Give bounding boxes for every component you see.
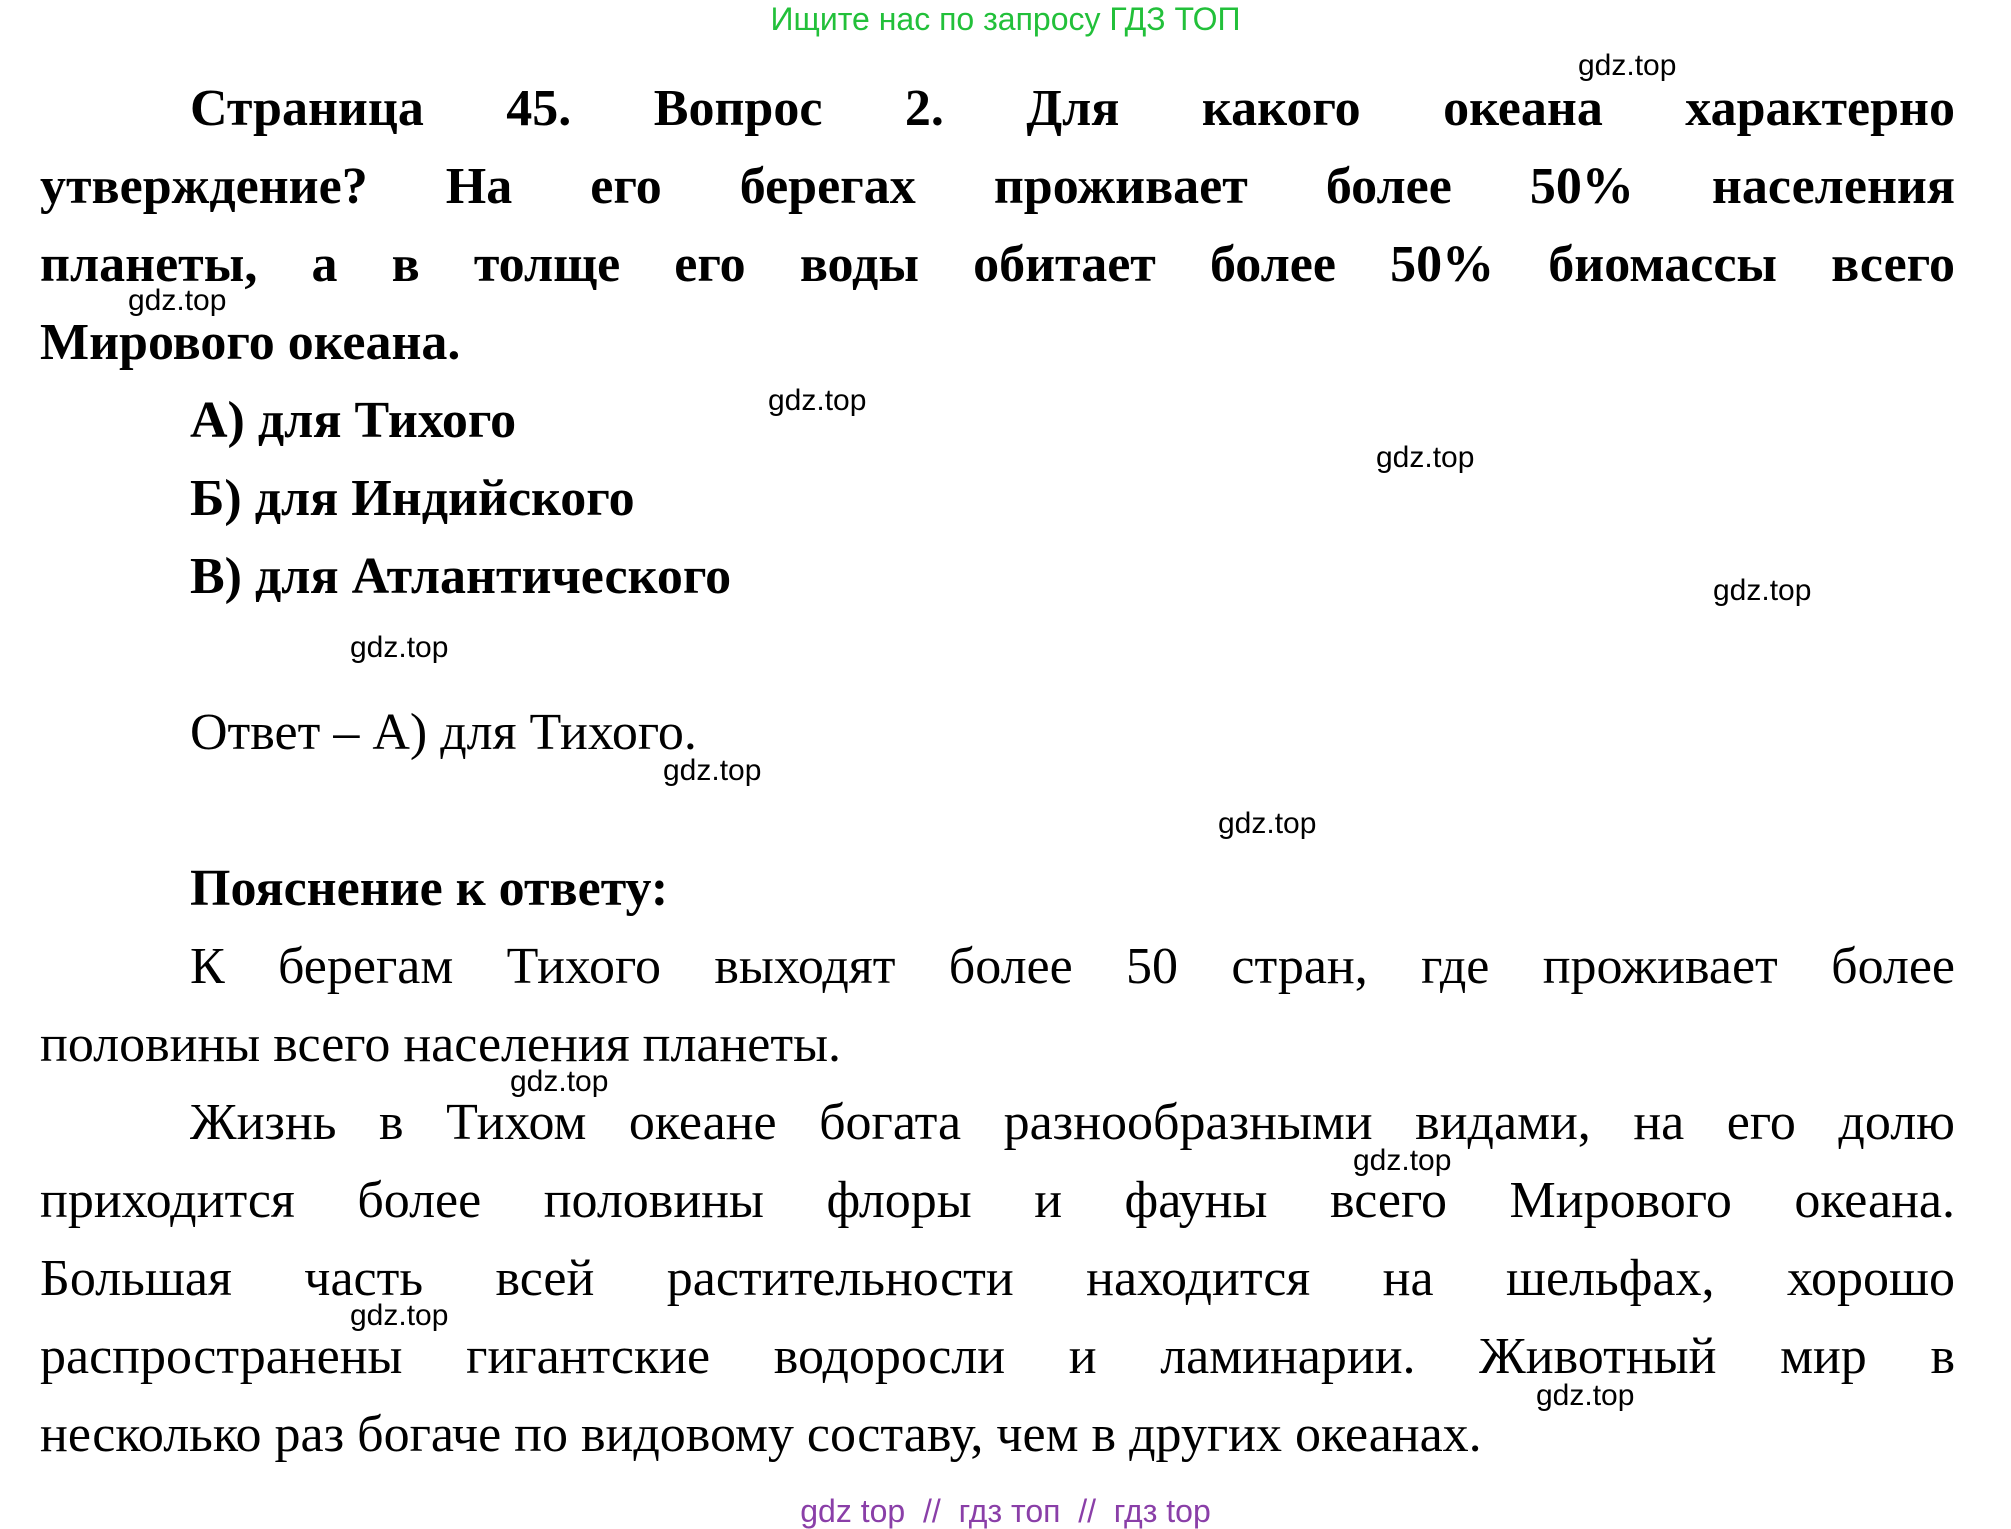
question-line-2: утверждение? На его берегах проживает более 50% населения <box>40 158 1955 215</box>
answer-line: Ответ – А) для Тихого. <box>190 704 697 761</box>
watermark: gdz.top <box>1353 1144 1452 1177</box>
footer-text: gdz top // гдз топ // гдз top <box>800 1493 1211 1529</box>
watermark: gdz.top <box>663 754 762 787</box>
watermark: gdz.top <box>1376 441 1475 474</box>
paragraph-2-line-2: приходится более половины флоры и фауны всего Мирового океана. <box>40 1172 1955 1229</box>
watermark: gdz.top <box>768 384 867 417</box>
option-a: А) для Тихого <box>190 392 517 449</box>
explanation-heading: Пояснение к ответу: <box>190 860 669 917</box>
watermark: gdz.top <box>1218 807 1317 840</box>
paragraph-2-line-1: Жизнь в Тихом океане богата разнообразными видами, на его долю <box>190 1094 1955 1151</box>
question-line-4: Мирового океана. <box>40 314 461 371</box>
watermark: gdz.top <box>1578 49 1677 82</box>
question-line-3: планеты, а в толще его воды обитает более 50% биомассы всего <box>40 236 1955 293</box>
footer-links <box>0 1493 2011 1529</box>
watermark: gdz.top <box>510 1065 609 1098</box>
option-b: Б) для Индийского <box>190 470 635 527</box>
question-line-1: Страница 45. Вопрос 2. Для какого океана характерно <box>190 80 1955 137</box>
watermark: gdz.top <box>1536 1379 1635 1412</box>
document-body <box>40 70 1955 1474</box>
paragraph-1-line-1: К берегам Тихого выходят более 50 стран, где проживает более <box>190 938 1955 995</box>
watermark: gdz.top <box>128 284 227 317</box>
paragraph-2-line-4: распространены гигантские водоросли и ламинарии. Животный мир в <box>40 1328 1955 1385</box>
watermark: gdz.top <box>350 631 449 664</box>
search-banner <box>0 0 2011 40</box>
option-c: В) для Атлантического <box>190 548 732 605</box>
paragraph-1-line-2: половины всего населения планеты. <box>40 1016 842 1073</box>
watermark: gdz.top <box>350 1299 449 1332</box>
banner-text: Ищите нас по запросу ГДЗ ТОП <box>770 1 1241 37</box>
paragraph-2-line-5: несколько раз богаче по видовому составу, чем в других океанах. <box>40 1406 1482 1463</box>
watermark: gdz.top <box>1713 574 1812 607</box>
paragraph-2-line-3: Большая часть всей растительности находится на шельфах, хорошо <box>40 1250 1955 1307</box>
